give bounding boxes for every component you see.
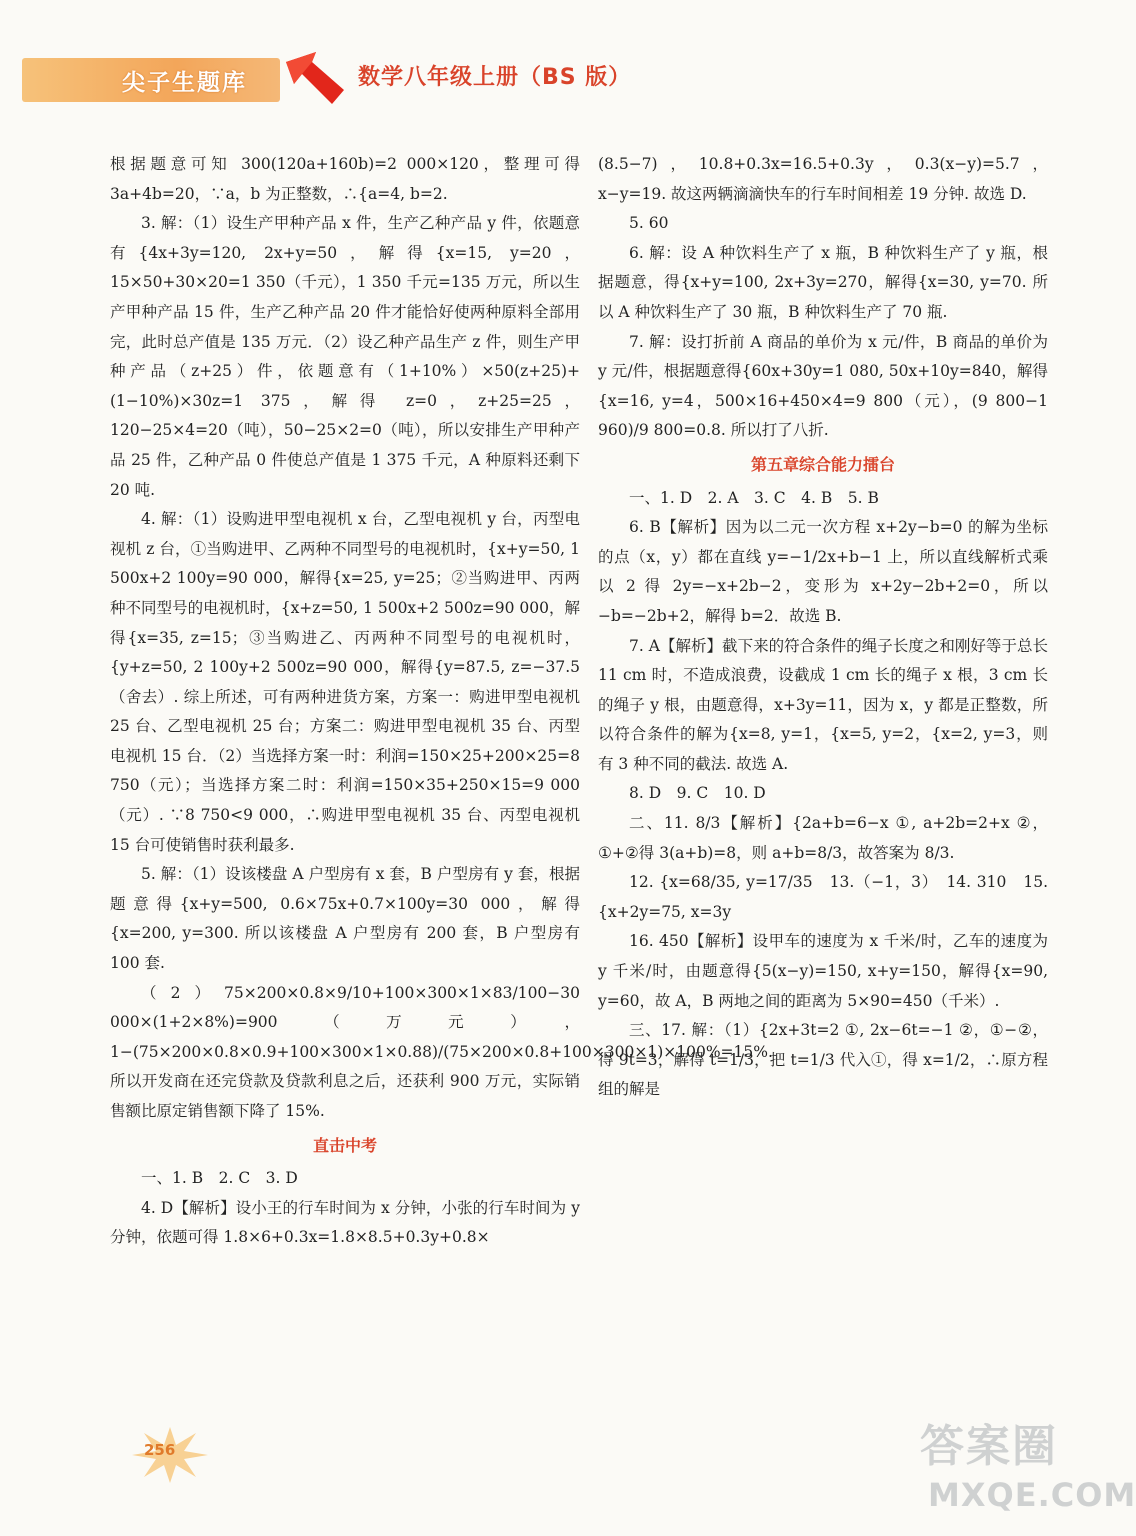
- section-heading-zhongkao: 直击中考: [312, 1135, 377, 1155]
- section-heading-chapter5: 第五章综合能力擂台: [750, 454, 895, 474]
- watermark-url: MXQE.COM: [928, 1476, 1136, 1514]
- answer-paragraph: 5. 解：（1）设该楼盘 A 户型房有 x 套，B 户型房有 y 套，根据题意得{x+y=500, 0.6×75x+0.7×100y=30 000，解得{x=200, y=300. 所以该楼盘 A 户型房有 200 套，B 户型房有 100 套.: [110, 865, 580, 973]
- watermark-text: 答案圈: [920, 1421, 1058, 1472]
- answer-paragraph: 6. B【解析】因为以二元一次方程 x+2y−b=0 的解为坐标的点（x，y）都在直线 y=−1/2x+b−1 上，所以直线解析式乘以 2 得 2y=−x+2b−2，变形为 x+2y−2b+2=0，所以−b=−2b+2，解得 b=2．故选 B.: [598, 518, 1048, 625]
- brand-label: 尖子生题库: [122, 70, 247, 96]
- answer-paragraph: 一、1. B 2. C 3. D: [141, 1169, 298, 1188]
- book-title: 数学八年级上册（BS 版）: [358, 65, 632, 90]
- answer-paragraph: (8.5−7)，10.8+0.3x=16.5+0.3y，0.3(x−y)=5.7，x−y=19. 故这两辆滴滴快车的行车时间相差 19 分钟. 故选 D.: [598, 155, 1048, 203]
- answer-paragraph: 16. 450【解析】设甲车的速度为 x 千米/时，乙车的速度为 y 千米/时，由题意得{5(x−y)=150, x+y=150，解得{x=90, y=60，故 A，B 两地之间的距离为 5×90=450（千米）.: [598, 932, 1048, 1010]
- watermark-logo: [900, 1410, 1136, 1530]
- answer-paragraph: 4. 解：（1）设购进甲型电视机 x 台，乙型电视机 y 台，丙型电视机 z 台，①当购进甲、乙两种不同型号的电视机时，{x+y=50, 1 500x+2 100y=90 000，解得{x=25, y=25；②当购进甲、丙两种不同型号的电视机时，{x+z=50, 1 500x+2 500z=90 000，解得{x=35, z=15；③当购进乙、丙两种不同型号的电视机时，{y+z=50, 2 100y+2 500z=90 000，解得{y=87.5, z=−37.5（舍去）. 综上所述，可有两种进货方案，方案一：购进甲型电视机 25 台、乙型电视机 25 台；方案二：购进甲型电视机 35 台、丙型电视机 15 台．（2）当选择方案一时：利润=150×25+200×25=8 750（元）；当选择方案二时：利润=150×35+250×15=9 000（元）. ∵8 750<9 000，∴购进甲型电视机 35 台、丙型电视机 15 台可使销售时获利最多.: [110, 510, 580, 854]
- answer-paragraph: 8. D 9. C 10. D: [629, 784, 766, 803]
- answer-paragraph: 6. 解：设 A 种饮料生产了 x 瓶，B 种饮料生产了 y 瓶，根据题意，得{x+y=100, 2x+3y=270，解得{x=30, y=70. 所以 A 种饮料生产了 30 瓶，B 种饮料生产了 70 瓶.: [598, 243, 1048, 321]
- answer-paragraph: 7. 解：设打折前 A 商品的单价为 x 元/件，B 商品的单价为 y 元/件，根据题意得{60x+30y=1 080, 50x+10y=840，解得{x=16, y=4，500×16+450×4=9 800（元），(9 800−1 960)/9 800=0.8. 所以打了八折.: [598, 332, 1048, 440]
- answer-paragraph: 根据题意可知 300(120a+160b)=2 000×120，整理可得 3a+4b=20，∵a，b 为正整数，∴{a=4, b=2.: [110, 155, 580, 203]
- page-number: 256: [144, 1441, 176, 1459]
- answer-paragraph: 5. 60: [629, 214, 669, 233]
- answer-paragraph: 一、1. D 2. A 3. C 4. B 5. B: [629, 488, 879, 507]
- answer-paragraph: 4. D【解析】设小王的行车时间为 x 分钟，小张的行车时间为 y 分钟，依题可得 1.8×6+0.3x=1.8×8.5+0.3y+0.8×: [110, 1198, 580, 1247]
- answer-paragraph: （2）75×200×0.8×9/10+100×300×1×83/100−30 000×(1+2×8%)=900（万元），1−(75×200×0.8×0.9+100×300×1×0.88)/(75×200×0.8+100×300×1)×100%=15%. 所以开发商在还完贷款及贷款利息之后，还获利 900 万元，实际销售额比原定销售额下降了 15%.: [110, 983, 773, 1120]
- page-number-badge: [130, 1425, 210, 1485]
- page-header: [0, 0, 1099, 120]
- answer-paragraph: 二、11. 8/3【解析】{2a+b=6−x ①, a+2b=2+x ②，①+②得 3(a+b)=8，则 a+b=8/3，故答案为 8/3.: [598, 814, 1048, 862]
- answer-paragraph: 三、17. 解：（1）{2x+3t=2 ①, 2x−6t=−1 ②，①−②，得 9t=3，解得 t=1/3，把 t=1/3 代入①，得 x=1/2，∴原方程组的解是: [598, 1021, 1048, 1099]
- answer-paragraph: 12. {x=68/35, y=17/35 13.（−1，3） 14. 310 15. {x+2y=75, x=3y: [598, 873, 1048, 921]
- arrow-icon: [282, 48, 350, 108]
- right-column: [598, 150, 1048, 1105]
- brand-banner: [22, 58, 280, 102]
- answer-paragraph: 3. 解：（1）设生产甲种产品 x 件，生产乙种产品 y 件，依题意有{4x+3y=120, 2x+y=50，解得{x=15, y=20，15×50+30×20=1 350（千元），1 350 千元=135 万元，所以生产甲种产品 15 件，生产乙种产品 20 件才能恰好使两种原料全部用完，此时总产值是 135 万元．（2）设乙种产品生产 z 件，则生产甲种产品（z+25）件，依题意有（1+10%）×50(z+25)+(1−10%)×30z=1 375，解得 z=0，z+25=25，120−25×4=20（吨），50−25×2=0（吨），所以安排生产甲种产品 25 件，乙种产品 0 件使总产值是 1 375 千元，A 种原料还剩下 20 吨.: [110, 214, 581, 499]
- answer-paragraph: 7. A【解析】截下来的符合条件的绳子长度之和刚好等于总长 11 cm 时，不造成浪费，设截成 1 cm 长的绳子 x 根，3 cm 长的绳子 y 根，由题意得，x+3y=11，因为 x，y 都是正整数，所以符合条件的解为{x=8, y=1，{x=5, y=2，{x=2, y=3，则有 3 种不同的截法. 故选 A.: [598, 636, 1048, 773]
